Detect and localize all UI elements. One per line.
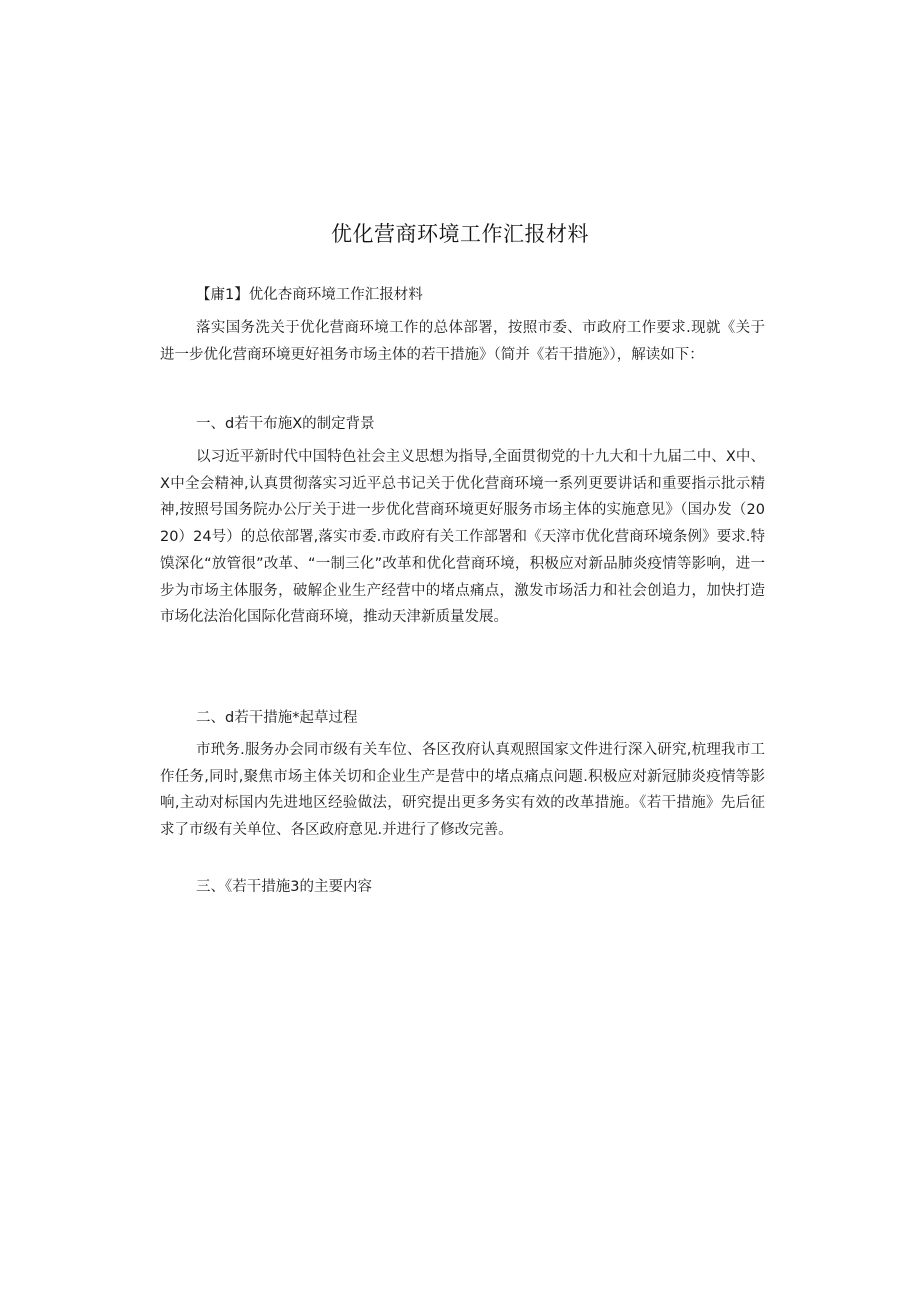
section-2-body: 市玳务.服务办会同市级有关车位、各区孜府认真观照国家文件进行深入研究,杭理我市工作任务,同时,聚焦市场主体关切和企业生产是营中的堵点痛点问题.积极应对新冠肺炎疫情等影响,主动对标国内先进地区经验做法，研究提出更多务实有效的改革措施。《若干措施》先后征求了市级有关单位、各区政府意见.并进行了修改完善。: [160, 742, 765, 839]
section-1-heading: 一、d若干布施X的制定背景: [196, 416, 375, 432]
section-2-heading: 二、d若干措施*起草过程: [196, 710, 358, 726]
section-1-body: 以习近平新时代中国特色社会主义思想为指导,全面贯彻党的十九大和十九届二中、X中、X中全会精神,认真贯彻落实习近平总书记关于优化营商环境一系列更要讲话和重要指示批示精神,按照号国务院办公厅关于进一步优化营商环境更好服务市场主体的实施意见》（国办发（2020）24号）的总依部署,落实市委.市政府有关工作部署和《天滓市优化营商环境条例》要求.特馍深化“放管很”改革、“一制三化”改革和优化营商环境，积极应对新品肺炎疫情等影响，进一步为市场主体服务，破解企业生产经营中的堵点痛点，激发市场活力和社会创追力，加快打造市场化法治化国际化营商环境，推动天津新质量发展。: [160, 449, 765, 626]
document-subtitle: 【庸1】优化杏商环境工作汇报材料: [196, 287, 423, 303]
document-title: 优化营商环境工作汇报材料: [331, 222, 589, 246]
section-3-heading: 三、《若干措施3的主要内容: [196, 879, 372, 895]
intro-paragraph: 落实国务洗关于优化营商环境工作的总体部署，按照市委、市政府工作要求.现就《关于进一步优化营商环境更好祖务市场主体的若干措施》（简并《若干措施》），解读如下：: [160, 320, 765, 363]
